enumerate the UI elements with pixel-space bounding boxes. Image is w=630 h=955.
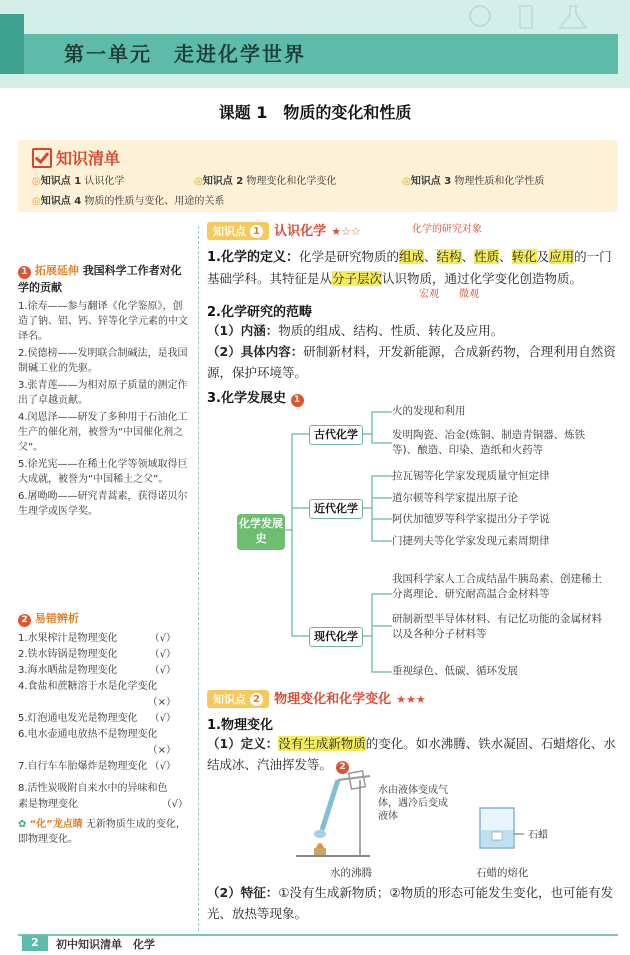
flask-decoration-icon (440, 2, 620, 32)
list-item: 8.活性炭吸附自来水中的异味和色素是物理变化 （√） (18, 783, 188, 810)
list-item: 3.海水晒盐是物理变化 （√） (18, 665, 176, 676)
list-item: 6.屠呦呦——研究青蒿素，获得诺贝尔生理学或医学奖。 (18, 491, 188, 517)
boiling-water-apparatus-icon (290, 770, 380, 865)
knowledge-summary (18, 140, 618, 212)
list-item: 2.铁水铸锅是物理变化 （√） (18, 649, 176, 660)
tree-leaf: 重视绿色、低碳、循环发展 (392, 665, 518, 677)
summary-heading-text: 知识清单 (56, 149, 121, 168)
list-item: 5.灯泡通电发光是物理变化 （√） (18, 713, 176, 724)
bullet-icon: ◎ (402, 176, 411, 187)
kp2-header (207, 688, 617, 710)
dragon-icon: ✿ (18, 819, 27, 830)
kp2-section (207, 688, 617, 775)
error-heading: 2 易错辨析 (18, 610, 190, 627)
tree-leaf: 研制新型半导体材料、有记忆功能的金属材料以及各种分子材料等 (392, 613, 602, 640)
kp1-stars: ★☆☆ (331, 225, 361, 238)
tree-root: 化学发展史 (237, 514, 285, 550)
tip-box: ✿ “化”龙点睛 无新物质生成的变化，即物理变化。 (18, 819, 186, 845)
tree-leaf: 拉瓦锡等化学家发现质量守恒定律 (392, 470, 550, 482)
kp1-notes: 宏观 微观 (419, 289, 479, 300)
handwritten-note: 化学的研究对象 (412, 224, 482, 235)
tree-branch-contemporary: 现代化学 (309, 627, 363, 647)
checkbox-icon (32, 148, 52, 168)
error-section (18, 610, 190, 847)
history-tree (207, 398, 617, 688)
list-item: 6.电水壶通电放热不是物理变化 （×） (18, 729, 176, 756)
kp1-definition: 1.化学的定义：化学是研究物质的组成、结构、性质、转化及应用的一门基础学科。其特征是从分子层次认识物质，通过化学变化创造物质。 (207, 249, 612, 286)
chapter-title: 第一单元 走进化学世界 (64, 42, 306, 66)
kp1-sec3-heading: 3.化学发展史 1 (207, 387, 617, 407)
kp2-definition: （1）定义：没有生成新物质的变化。如水沸腾、铁水凝固、石蜡熔化、水结成冰、汽油挥发等。 2 (207, 736, 616, 772)
error-badge: 2 (18, 614, 31, 627)
bullet-icon: ◎ (32, 176, 41, 187)
list-item: 1.徐寿——参与翻译《化学鉴原》，创造了钠、铝、钙、锌等化学元素的中文译名。 (18, 301, 188, 342)
kp2-sec1-heading: 1.物理变化 (207, 718, 273, 733)
lesson-title: 课题 1 物质的变化和性质 (218, 103, 412, 122)
figure-caption-1: 水的沸腾 (330, 867, 372, 879)
tree-branch-modern: 近代化学 (309, 499, 363, 519)
figure-caption-2: 石蜡的熔化 (476, 867, 529, 879)
kp1-sec2-a: （1）内涵：物质的组成、结构、性质、转化及应用。 (207, 323, 504, 338)
footer-text: 初中知识清单 化学 (56, 938, 155, 951)
kp1-sec2-b: （2）具体内容：研制新材料，开发新能源，合成新药物，合理利用自然资源，保护环境等。 (207, 344, 616, 380)
list-item: 2.侯德榜——发明联合制碱法，是我国制碱工业的先驱。 (18, 348, 188, 374)
summary-point-1: ◎知识点 1 认识化学 (32, 176, 125, 187)
tree-branch-ancient: 古代化学 (309, 425, 363, 445)
extension-heading: 1 拓展延伸 我国科学工作者对化学的贡献 (18, 264, 182, 294)
summary-point-2: ◎知识点 2 物理变化和化学变化 (194, 176, 337, 187)
extension-badge: 1 (18, 266, 31, 279)
list-item: 4.闵恩泽——研发了多种用于石油化工生产的催化剂，被誉为“中国催化剂之父”。 (18, 412, 188, 453)
tree-leaf: 我国科学家人工合成结晶牛胰岛素、创建稀土分离理论、研究耐高温合金材料等 (392, 573, 602, 600)
bullet-icon: ◎ (32, 196, 41, 207)
list-item: 4.食盐和蔗糖溶于水是化学变化 （×） (18, 681, 176, 708)
wax-label: 石蜡 (528, 830, 548, 841)
page-number: 2 (22, 935, 48, 951)
banner-tab (0, 14, 24, 74)
figure-note: 水由液体变成气体，遇冷后变成液体 (378, 785, 448, 822)
tree-leaf: 发明陶瓷、冶金(炼铜、制造青铜器、炼铁等)、酿造、印染、造纸和火药等 (392, 429, 586, 456)
kp2-title: 物理变化和化学变化 (274, 692, 392, 707)
extension-section (18, 262, 188, 519)
chapter-banner (0, 0, 630, 88)
kp1-title: 认识化学 (274, 224, 327, 239)
tree-leaf: 门捷列夫等化学家发现元素周期律 (392, 535, 550, 547)
summary-point-4: ◎知识点 4 物质的性质与变化、用途的关系 (32, 196, 225, 207)
bullet-icon: ◎ (194, 176, 203, 187)
main-content (207, 220, 617, 407)
tree-leaf: 火的发现和利用 (392, 405, 466, 417)
kp1-header (207, 220, 617, 242)
summary-point-3: ◎知识点 3 物理性质和化学性质 (402, 176, 545, 187)
tree-leaf: 阿伏加德罗等科学家提出分子学说 (392, 513, 550, 525)
kp1-tag: 知识点 1 (207, 222, 269, 240)
error-list (18, 631, 190, 813)
extension-list (18, 299, 188, 519)
list-item: 3.张青莲——为相对原子质量的测定作出了卓越贡献。 (18, 380, 188, 406)
kp1-sec2-heading: 2.化学研究的范畴 (207, 305, 312, 320)
summary-heading (32, 146, 120, 169)
list-item: 5.徐光宪——在稀土化学等领域取得巨大成就，被誉为“中国稀土之父”。 (18, 459, 188, 485)
sidebar (18, 226, 199, 931)
list-item: 7.自行车车胎爆炸是物理变化 （√） (18, 761, 176, 772)
kp2-feature: （2）特征：①没有生成新物质；②物质的形态可能发生变化，也可能有发光、放热等现象。 (207, 885, 614, 921)
tree-leaf: 道尔顿等科学家提出原子论 (392, 492, 518, 504)
list-item: 1.水果榨汁是物理变化 （√） (18, 633, 176, 644)
kp2-figure (280, 770, 580, 882)
kp2-tag: 知识点 2 (207, 690, 269, 708)
kp2-stars: ★★★ (396, 693, 426, 706)
